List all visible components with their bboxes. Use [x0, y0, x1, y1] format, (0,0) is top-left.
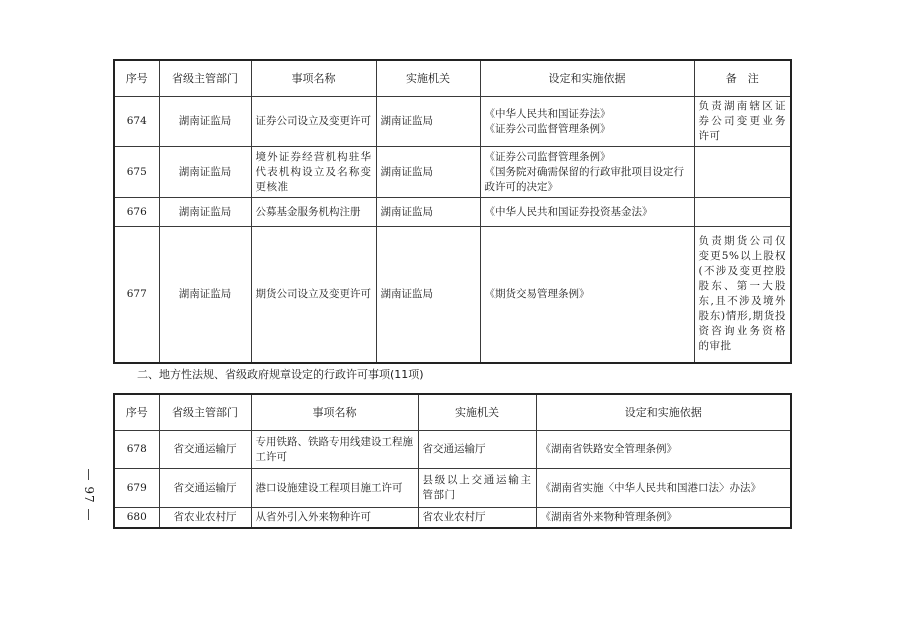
row-no: 680	[114, 508, 159, 529]
header-dept: 省级主管部门	[159, 60, 251, 97]
table-row	[114, 147, 791, 198]
row-basis: 《湖南省铁路安全管理条例》	[536, 431, 791, 469]
row-basis	[480, 227, 694, 363]
table-header-row	[114, 394, 791, 431]
row-item: 境外证券经营机构驻华代表机构设立及名称变更核准	[251, 147, 376, 198]
table-header-row	[114, 60, 791, 97]
row-remark: 负责湖南辖区证券公司变更业务许可	[694, 97, 791, 147]
row-basis: 《湖南省实施〈中华人民共和国港口法〉办法》	[536, 469, 791, 508]
row-item: 证券公司设立及变更许可	[251, 97, 376, 147]
row-item: 期货公司设立及变更许可	[251, 227, 376, 363]
row-agency: 省农业农村厅	[418, 508, 536, 529]
basis-line: 《证券公司监督管理条例》	[484, 150, 611, 163]
row-dept: 省农业农村厅	[159, 508, 251, 529]
row-basis	[480, 198, 694, 227]
row-no: 678	[114, 431, 159, 469]
section-heading: 二、地方性法规、省级政府规章设定的行政许可事项(11项)	[137, 368, 424, 381]
header-remark: 备 注	[694, 60, 791, 97]
row-no: 677	[114, 227, 159, 363]
row-remark	[694, 147, 791, 198]
table-row	[114, 227, 791, 363]
row-agency: 湖南证监局	[376, 97, 480, 147]
table-row	[114, 97, 791, 147]
row-basis	[480, 147, 694, 198]
basis-line: 《证券公司监督管理条例》	[484, 122, 611, 135]
table-row	[114, 508, 791, 529]
row-item: 公募基金服务机构注册	[251, 198, 376, 227]
row-dept: 湖南证监局	[159, 198, 251, 227]
approval-table-2	[113, 393, 792, 529]
basis-line: 《期货交易管理条例》	[484, 287, 590, 300]
approval-table-1	[113, 59, 792, 364]
row-basis: 《湖南省外来物种管理条例》	[536, 508, 791, 529]
row-dept: 湖南证监局	[159, 227, 251, 363]
row-item: 港口设施建设工程项目施工许可	[251, 469, 418, 508]
table-row	[114, 431, 791, 469]
row-agency: 县级以上交通运输主管部门	[418, 469, 536, 508]
basis-line: 《中华人民共和国证券法》	[484, 107, 611, 120]
header-item: 事项名称	[251, 60, 376, 97]
basis-line: 《国务院对确需保留的行政审批项目设定行政许可的决定》	[484, 165, 684, 193]
row-no: 679	[114, 469, 159, 508]
header-item: 事项名称	[251, 394, 418, 431]
row-no: 674	[114, 97, 159, 147]
header-no: 序号	[114, 60, 159, 97]
row-agency: 省交通运输厅	[418, 431, 536, 469]
row-agency: 湖南证监局	[376, 227, 480, 363]
row-item: 专用铁路、铁路专用线建设工程施工许可	[251, 431, 418, 469]
header-agency: 实施机关	[418, 394, 536, 431]
row-no: 676	[114, 198, 159, 227]
header-agency: 实施机关	[376, 60, 480, 97]
row-no: 675	[114, 147, 159, 198]
row-agency: 湖南证监局	[376, 147, 480, 198]
row-remark	[694, 198, 791, 227]
page-number: — 97 —	[82, 468, 96, 522]
table-row	[114, 469, 791, 508]
row-dept: 湖南证监局	[159, 147, 251, 198]
basis-line: 《中华人民共和国证券投资基金法》	[484, 205, 653, 218]
row-item: 从省外引入外来物种许可	[251, 508, 418, 529]
header-basis: 设定和实施依据	[480, 60, 694, 97]
header-basis: 设定和实施依据	[536, 394, 791, 431]
row-remark: 负责期货公司仅变更5%以上股权(不涉及变更控股股东、第一大股东,且不涉及境外股东)情形,期货投资咨询业务资格的审批	[694, 227, 791, 363]
header-dept: 省级主管部门	[159, 394, 251, 431]
row-dept: 湖南证监局	[159, 97, 251, 147]
table-row	[114, 198, 791, 227]
row-dept: 省交通运输厅	[159, 469, 251, 508]
row-basis	[480, 97, 694, 147]
row-agency: 湖南证监局	[376, 198, 480, 227]
row-dept: 省交通运输厅	[159, 431, 251, 469]
header-no: 序号	[114, 394, 159, 431]
